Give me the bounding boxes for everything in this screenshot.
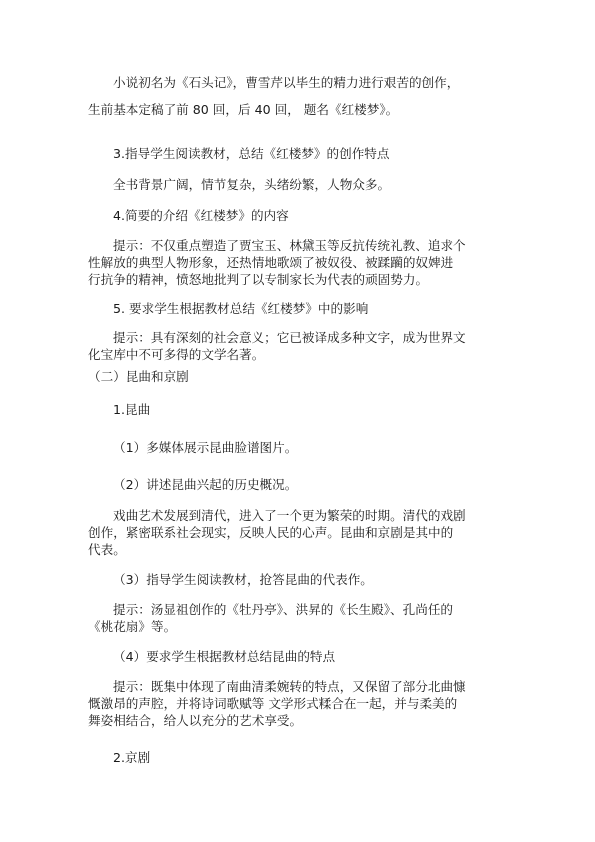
- heading-4-content: 4.简要的介绍《红楼梦》的内容: [113, 208, 289, 223]
- heading-3-creation-features: 3.指导学生阅读教材，总结《红楼梦》的创作特点: [113, 146, 390, 161]
- heading-5-influence: 5. 要求学生根据教材总结《红楼梦》中的影响: [113, 301, 369, 316]
- paragraph-kunqu-features-line2: 慨激昂的声腔，并将诗词歌赋等 文学形式糅合在一起，并与柔美的: [88, 696, 458, 711]
- paragraph-influence-hint-line2: 化宝库中不可多得的文学名著。: [88, 347, 265, 362]
- item-kunqu-4: （4）要求学生根据教材总结昆曲的特点: [113, 649, 336, 664]
- paragraph-qing-drama-line2: 创作，紧密联系社会现实，反映人民的心声。昆曲和京剧是其中的: [88, 525, 454, 540]
- subheading-kunqu: 1.昆曲: [113, 402, 151, 417]
- item-kunqu-2: （2）讲述昆曲兴起的历史概况。: [113, 477, 298, 492]
- paragraph-masterpieces-line2: 《桃花扇》等。: [88, 619, 177, 634]
- item-kunqu-1: （1）多媒体展示昆曲脸谱图片。: [113, 440, 298, 455]
- paragraph-features: 全书背景广阔，情节复杂，头绪纷繁，人物众多。: [113, 177, 391, 192]
- paragraph-qing-drama-line3: 代表。: [88, 542, 126, 557]
- paragraph-shitouji-line2: 生前基本定稿了前 80 回，后 40 回， 题名《红楼梦》。: [88, 102, 399, 117]
- paragraph-masterpieces-line1: 提示：汤显祖创作的《牡丹亭》、洪昇的《长生殿》、孔尚任的: [113, 602, 454, 617]
- paragraph-kunqu-features-line1: 提示：既集中体现了南曲清柔婉转的特点，又保留了部分北曲慷: [113, 679, 466, 694]
- paragraph-qing-drama-line1: 戏曲艺术发展到清代，进入了一个更为繁荣的时期。清代的戏剧: [113, 508, 466, 523]
- paragraph-shitouji-line1: 小说初名为《石头记》，曹雪芹以毕生的精力进行艰苦的创作，: [113, 75, 460, 90]
- subheading-jingju: 2.京剧: [113, 750, 151, 765]
- paragraph-influence-hint-line1: 提示：具有深刻的社会意义；它已被译成多种文字，成为世界文: [113, 330, 466, 345]
- paragraph-kunqu-features-line3: 舞姿相结合，给人以充分的艺术享受。: [88, 713, 303, 728]
- paragraph-content-hint-line1: 提示：不仅重点塑造了贾宝玉、林黛玉等反抗传统礼教、追求个: [113, 238, 466, 253]
- section-heading-kunqu-jingju: （二）昆曲和京剧: [88, 369, 189, 384]
- paragraph-content-hint-line3: 行抗争的精神，愤怒地批判了以专制家长为代表的顽固势力。: [88, 272, 429, 287]
- paragraph-content-hint-line2: 性解放的典型人物形象，还热情地歌颂了被奴役、被蹂躏的奴婢进: [88, 255, 454, 270]
- item-kunqu-3: （3）指导学生阅读教材，抢答昆曲的代表作。: [113, 572, 373, 587]
